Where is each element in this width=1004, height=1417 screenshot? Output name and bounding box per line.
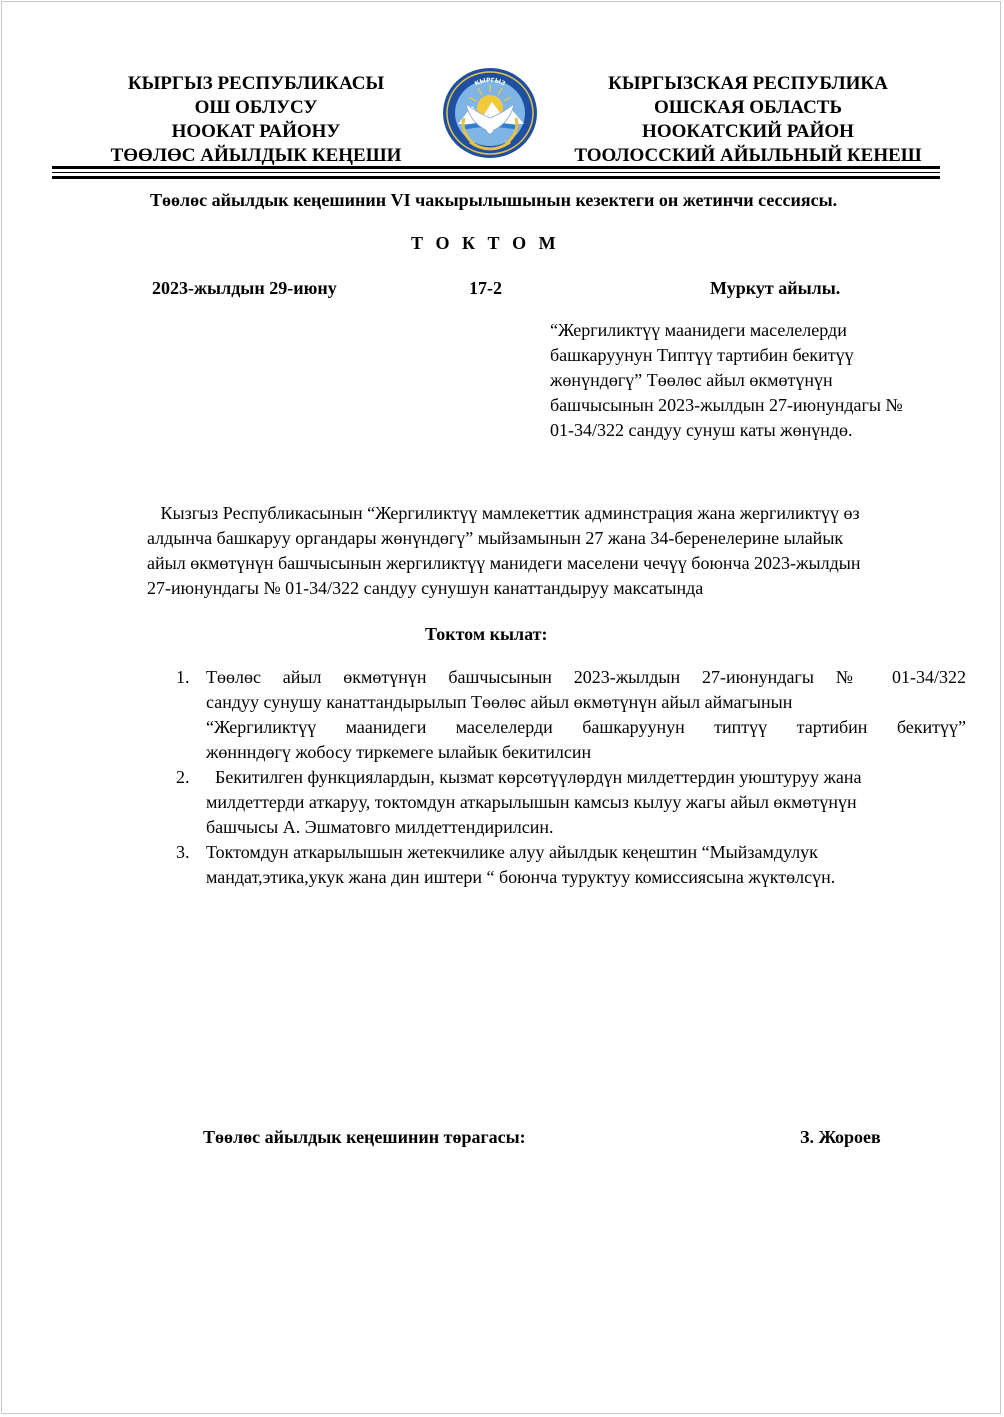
decree-items <box>176 665 966 890</box>
item-number: 2. <box>176 767 190 787</box>
item-line: Төөлөс айыл өкмөтүнүн башчысынын 2023-жылдын 27-июнундагы № 01-34/322 <box>206 667 966 687</box>
subject-line: 01-34/322 сандуу сунуш каты жөнүндө. <box>550 420 853 440</box>
document-number: 17-2 <box>469 278 502 298</box>
header-line: КЫРГЫЗСКАЯ РЕСПУБЛИКА <box>608 73 888 94</box>
item-number: 3. <box>176 842 190 862</box>
item-line: милдеттерди аткаруу, токтомдун аткарылышын камсыз кылуу жагы айыл өкмөтүнүн <box>206 792 857 812</box>
subject-line: башкаруунун Типтүү тартибин бекитүү <box>550 345 854 365</box>
subject-line: жөнүндөгү” Төөлөс айыл өкмөтүнүн <box>550 370 833 390</box>
header-divider <box>52 166 940 169</box>
header-kyrgyz <box>96 72 416 168</box>
document-date: 2023-жылдын 29-июну <box>152 278 337 298</box>
decree-item <box>176 665 966 765</box>
document-place: Муркут айылы. <box>710 278 841 298</box>
session-title: Төөлөс айылдык кеңешинин VI чакырылышынын кезектеги он жетинчи сессиясы. <box>150 190 838 210</box>
decree-item <box>176 840 966 890</box>
preamble-line: Кызгыз Республикасынын “Жергиликтүү мамлекеттик админстрация жана жергиликтүү өз <box>147 503 860 523</box>
document-title: Т О К Т О М <box>411 233 560 253</box>
preamble <box>147 501 947 601</box>
item-line: мандат,этика,укук жана дин иштери “ боюнча туруктуу комиссиясына жүктөлсүн. <box>206 867 836 887</box>
header-divider <box>52 172 940 173</box>
header-line: КЫРГЫЗ РЕСПУБЛИКАСЫ <box>127 73 385 94</box>
item-line: Токтомдун аткарылышын жетекчилике алуу айылдык кеңештин “Мыйзамдулук <box>206 842 818 862</box>
preamble-line: айыл өкмөтүнүн башчысынын жергиликтүү манидеги маселени чечүү боюнча 2023-жылдын <box>147 553 861 573</box>
item-line: Бекитилген функциялардын, кызмат көрсөтүүлөрдүн милдеттердин уюштуруу жана <box>206 767 862 787</box>
subject-line: башчысынын 2023-жылдын 27-июнундагы № <box>550 395 903 415</box>
header-line: ОШСКАЯ ОБЛАСТЬ <box>653 97 843 118</box>
decree-heading: Токтом кылат: <box>425 624 548 644</box>
header-line: НООКАТ РАЙОНУ <box>171 121 341 142</box>
preamble-line: алдынча башкаруу органдары жөнүндөгү” мыйзамынын 27 жана 34-беренелерине ылайык <box>147 528 844 548</box>
item-number: 1. <box>176 667 190 687</box>
signature-name: З. Жороев <box>800 1127 881 1147</box>
subject-line: “Жергиликтүү маанидеги маселелерди <box>550 320 847 340</box>
header-line: НООКАТСКИЙ РАЙОН <box>642 121 854 142</box>
svg-text:КЫРГЫЗ: КЫРГЫЗ <box>473 76 507 88</box>
decree-item <box>176 765 966 840</box>
state-emblem-icon <box>440 66 540 160</box>
item-line: башчысы А. Эшматовго милдеттендирилсин. <box>206 817 554 837</box>
header-russian <box>558 72 938 168</box>
item-line: сандуу сунушу канаттандырылып Төөлөс айыл өкмөтүнүн айыл аймагынын <box>206 692 793 712</box>
header-line: ТООЛОССКИЙ АЙЫЛЬНЫЙ КЕНЕШ <box>574 145 922 166</box>
item-line: “Жергиликтүү маанидеги маселелерди башкаруунун типтүү тартибин бекитүү” <box>206 717 966 737</box>
document-subject <box>550 318 950 443</box>
preamble-line: 27-июнундагы № 01-34/322 сандуу сунушун канаттандыруу максатында <box>147 578 704 598</box>
header-line: ОШ ОБЛУСУ <box>194 97 318 118</box>
item-line: жөннндөгү жобосу тиркемеге ылайык бекитилсин <box>206 742 592 762</box>
header-line: ТӨӨЛӨС АЙЫЛДЫК КЕҢЕШИ <box>110 145 402 166</box>
header-divider <box>52 176 940 179</box>
signature-role: Төөлөс айылдык кеңешинин төрагасы: <box>203 1127 526 1147</box>
